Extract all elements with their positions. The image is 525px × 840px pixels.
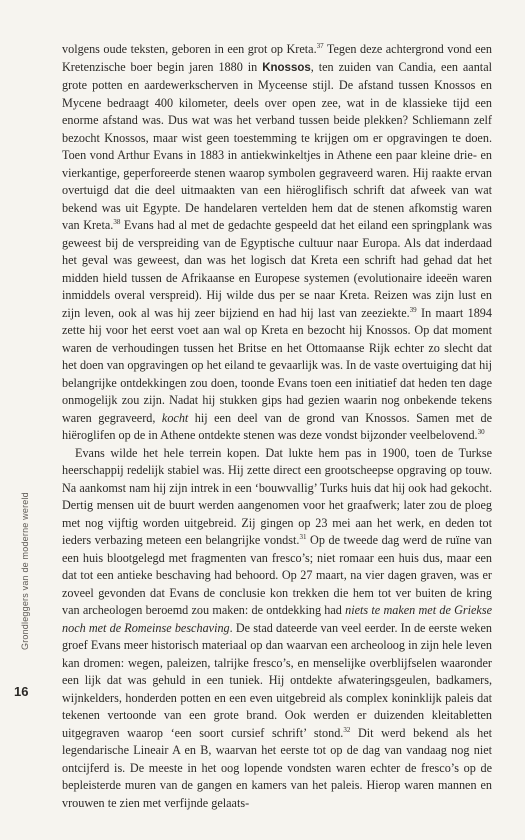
footnote-ref[interactable]: 38: [113, 217, 121, 226]
footnote-ref[interactable]: 30: [477, 427, 485, 436]
body-text: [62, 41, 492, 812]
emphasis-knossos: Knossos: [262, 61, 311, 74]
page-number: 16: [14, 684, 29, 699]
paragraph-2: Evans wilde het hele terrein kopen. Dat lukte hem pas in 1900, toen de Turkse heerschappij redelijk stabiel was. Hij zette direct een grootscheepse opgraving op touw. Na aankomst nam hij zijn intrek in een ‘bouwvallig’ Turks huis dat hij ook had gekocht. Dertig mensen uit de buurt werden aangenomen voor het graafwerk; later zou de ploeg met nog vijftig worden uitgebreid. Zij gingen op 23 mei aan het werk, en deden tot ieders verbazing meteen een belangrijke vondst.$^{31}$ Op de tweede dag werd de ruïne van een huis blootgelegd met fragmenten van fresco’s; niet romaar een huis dus, maar een dat tot een antieke beschaving had behoord. Op 27 maart, na vier dagen graven, was er zoveel gevonden dat Evans de conclusie kon trekken die hem tot ver buiten de kring van archeologen beroemd zou maken: de ontdekking had niets te maken met de Griekse noch met de Romeinse beschaving. De stad dateerde van veel eerder. In de eerste weken groef Evans meer historisch materiaal op dan waarvan een archeoloog in zijn hele leven kan dromen: wegen, paleizen, talrijke fresco’s, en menselijke overblijfselen waaronder een lijk dat was gehuld in een tuniek. Hij ontdekte afwateringsgeulen, badkamers, wijnkelders, honderden potten en een even uitgebreid als complex koninklijk paleis dat tekenen vertoonde van een grote brand. Ook werden er duizenden kleitabletten uitgegraven waarop ‘een soort cursief schrift’ stond.$^{32}$ Dit werd bekend als het legendarische Lineair A en B, waarvan het eerste tot op de dag van vandaag nog niet ontcijferd is. De meeste in het oog lopende vondsten waren echter de fresco’s op de bepleisterde muren van de gangen en kamers van het paleis. Hierop waren mannen en vrouwen te zien met verfijnde gelaats-: [62, 445, 493, 810]
footnote-ref[interactable]: 39: [409, 305, 417, 314]
footnote-ref[interactable]: 37: [316, 41, 324, 50]
italic-text: niets te maken met de Griekse noch met de Romeinse beschaving: [62, 603, 492, 635]
italic-text: kocht: [161, 410, 189, 425]
running-head: Grondleggers van de moderne wereld: [20, 492, 30, 650]
footnote-ref[interactable]: 31: [299, 532, 307, 541]
paragraph-1: volgens oude teksten, geboren in een grot op Kreta.$^{37}$ Tegen deze achtergrond vond een Kretenzische boer begin jaren 1880 in Knossos, ten zuiden van Candia, een aantal grote potten en aardewerkscherven in Myceense stijl. De afstand tussen Knossos en Mycene bedraagt 400 kilometer, deels over open zee, wat in de klassieke tijd een enorme afstand was. Dus wat was het verband tussen beide plekken? Schliemann zelf bezocht Knossos, maar wist geen toestemming te krijgen om er opgravingen te doen. Toen vond Arthur Evans in 1883 in antiekwinkeltjes in Athene een paar kleine drie- en vierkantige, geperforeerde stenen waarop symbolen gegraveerd waren. Hij raakte ervan overtuigd dat die deel uitmaakten van een hiëroglifisch schrift dat afweek van wat bekend was uit Egypte. De handelaren vertelden hem dat de stenen afkomstig waren van Kreta.$^{38}$ Evans had al met de gedachte gespeeld dat het eiland een springplank was geweest bij de verspreiding van de Egyptische cultuur naar Europa. Als dat inderdaad het geval was geweest, dan was het logisch dat Kreta een schrift had gehad dat het midden hield tussen de Afrikaanse en Europese systemen (evolutionaire ideeën waren inmiddels overal verspreid). Hij wilde dus per se naar Kreta. Reizen was zijn lust en zijn leven, ook al was hij zeer bijziend en had hij last van zeeziekte.$^{39}$ In maart 1894 zette hij voor het eerst voet aan wal op Kreta en bezocht hij Knossos. Op dat moment waren de verhoudingen tussen het Britse en het Ottomaanse Rijk echter zo slecht dat het doen van opgravingen op het eiland te gevaarlijk was. In de vaste overtuiging dat hij belangrijke ontdekkingen zou doen, toonde Evans toen een initiatief dat heden ten dage onmogelijk zou zijn. Nadat hij stukken gips had gezien waarin nog onbekende tekens waren gegraveerd, kocht hij een deel van de grond van Knossos. Samen met de hiëroglifen op de in Athene ontdekte stenen was deze vondst bijzonder veelbelovend.$^{30}$: [62, 41, 493, 442]
footnote-ref[interactable]: 32: [343, 725, 351, 734]
